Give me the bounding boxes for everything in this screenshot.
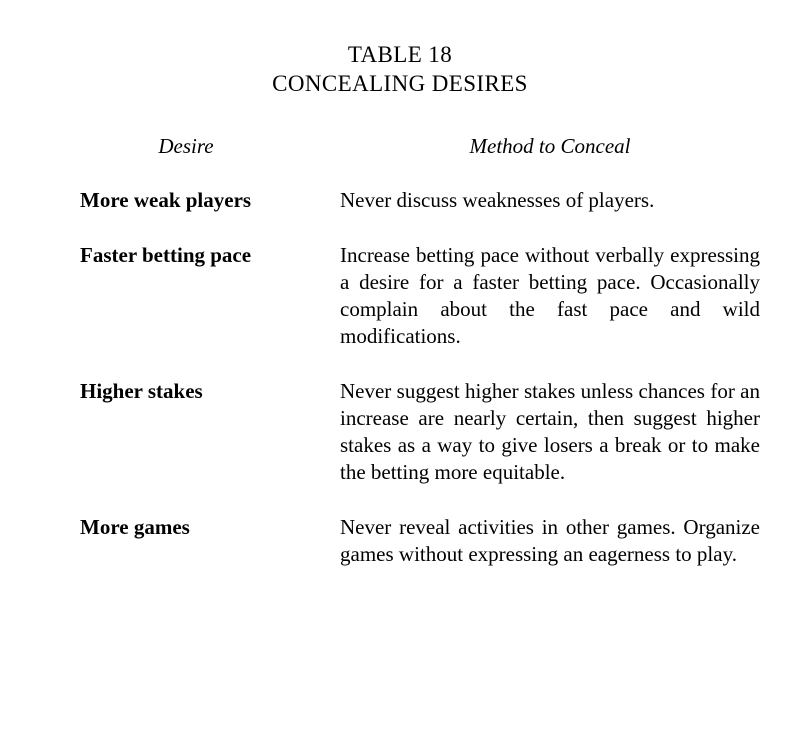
table-row	[80, 187, 760, 214]
table-row	[80, 242, 760, 350]
row-method: Never suggest higher stakes unless chances for an increase are nearly certain, then suggest higher stakes as a way to give losers a break or to make the betting more equitable.	[340, 379, 760, 484]
row-desire: More weak players	[80, 188, 252, 212]
row-method: Increase betting pace without verbally expressing a desire for a faster betting pace. Occasionally complain about the fast pace and wild modifications.	[340, 243, 760, 348]
table-row	[80, 514, 760, 568]
row-desire: Higher stakes	[80, 379, 203, 403]
table-title: CONCEALING DESIRES	[272, 71, 528, 96]
table-heading	[0, 40, 800, 98]
row-desire: Faster betting pace	[80, 243, 252, 267]
row-desire: More games	[80, 515, 190, 539]
column-header-desire: Desire	[158, 134, 214, 158]
table-number: TABLE 18	[347, 42, 453, 67]
row-method: Never discuss weaknesses of players.	[340, 188, 655, 212]
row-method: Never reveal activities in other games. Organize games without expressing an eagerness to play.	[340, 515, 760, 566]
table-row	[80, 378, 760, 486]
concealing-desires-table	[40, 134, 760, 568]
column-header-method: Method to Conceal	[469, 134, 631, 158]
document-page	[0, 40, 800, 732]
table-header-row	[80, 134, 760, 159]
